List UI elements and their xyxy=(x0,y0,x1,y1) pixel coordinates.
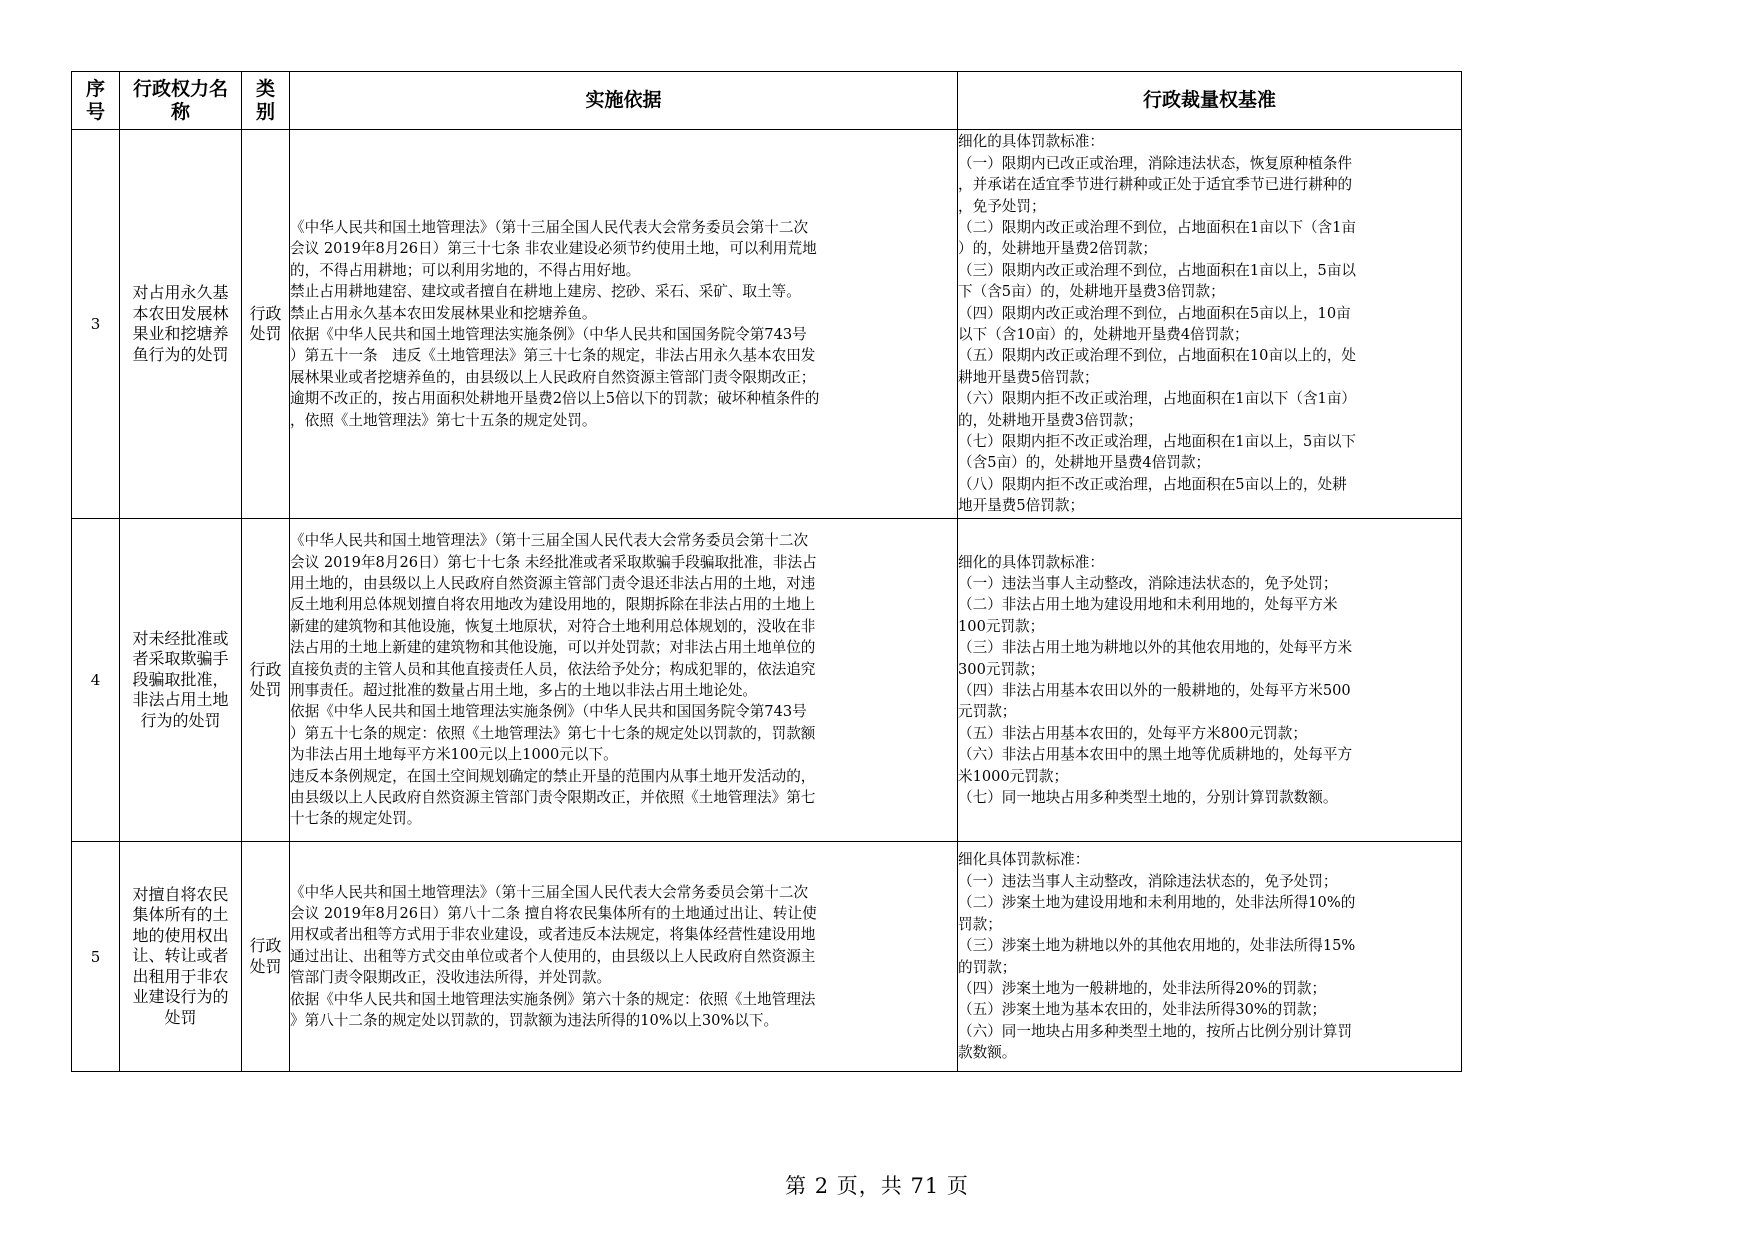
text-line: （三）非法占用土地为耕地以外的其他农用地的，处每平方米 xyxy=(958,639,1353,657)
text-line: 通过出让、出租等方式交由单位或者个人使用的，由县级以上人民政府自然资源主 xyxy=(290,947,816,965)
text-line: 行政 xyxy=(249,303,282,323)
header-type xyxy=(242,72,290,130)
text-line: 为非法占用土地每平方米100元以上1000元以下。 xyxy=(290,746,618,764)
row-category xyxy=(242,519,290,842)
text-line: 行政权力名 xyxy=(132,77,228,100)
text-line: 细化具体罚款标准： xyxy=(958,851,1090,869)
row-category-text xyxy=(242,660,289,701)
text-line: 段骗取批准， xyxy=(132,669,229,689)
text-line: 用土地的，由县级以上人民政府自然资源主管部门责令退还非法占用的土地，对违 xyxy=(290,574,816,592)
text-line: 行政 xyxy=(249,936,282,955)
text-line: ，免予处罚； xyxy=(958,197,1046,215)
row-seq: 5 xyxy=(72,842,120,1072)
row-discretion-standard-text xyxy=(958,131,1461,516)
text-line: 元罚款； xyxy=(958,703,1017,721)
row-discretion-standard-text xyxy=(958,849,1461,1063)
text-line: 直接负责的主管人员和其他直接责任人员，依法给予处分；构成犯罪的，依法追究 xyxy=(290,660,816,678)
text-line: （三）限期内改正或治理不到位，占地面积在1亩以上，5亩以 xyxy=(958,261,1357,279)
row-legal-basis xyxy=(290,842,958,1072)
header-seq-text xyxy=(72,78,119,124)
row-discretion-standard xyxy=(958,130,1462,519)
text-line: 用权或者出租等方式用于非农业建设，或者违反本法规定，将集体经营性建设用地 xyxy=(290,926,816,944)
text-line: 法占用的土地上新建的建筑物和其他设施，可以并处罚款；对非法占用土地单位的 xyxy=(290,639,816,657)
text-line: 以下（含10亩）的，处耕地开垦费4倍罚款； xyxy=(958,326,1249,343)
text-line: 依据《中华人民共和国土地管理法实施条例》（中华人民共和国国务院令第743号 xyxy=(290,326,807,343)
text-line: 集体所有的土 xyxy=(132,905,229,925)
row-power-name xyxy=(120,130,242,519)
regulation-table xyxy=(71,71,1462,1072)
text-line: 下（含5亩）的，处耕地开垦费3倍罚款； xyxy=(958,283,1225,301)
text-line: ，依照《土地管理法》第七十五条的规定处罚。 xyxy=(290,411,597,429)
text-line: 禁止占用耕地建窑、建坟或者擅自在耕地上建房、挖砂、采石、采矿、取土等。 xyxy=(290,283,801,301)
text-line: 罚款； xyxy=(958,915,1002,933)
text-line: 地开垦费5倍罚款； xyxy=(958,497,1085,515)
text-line: 类 xyxy=(255,77,275,100)
text-line: （六）限期内拒不改正或治理，占地面积在1亩以下（含1亩） xyxy=(958,390,1357,408)
text-line: 会议 2019年8月26日）第八十二条 擅自将农民集体所有的土地通过出让、转让使 xyxy=(290,904,817,922)
text-line: 果业和挖塘养 xyxy=(132,324,229,343)
text-line: 耕地开垦费5倍罚款； xyxy=(958,368,1099,386)
text-line: 《中华人民共和国土地管理法》（第十三届全国人民代表大会常务委员会第十二次 xyxy=(290,218,809,236)
text-line: （七）同一地块占用多种类型土地的，分别计算罚款数额。 xyxy=(958,789,1338,807)
text-line: 刑事责任。超过批准的数量占用土地，多占的土地以非法占用土地论处。 xyxy=(290,682,758,699)
text-line: 依据《中华人民共和国土地管理法实施条例》（中华人民共和国国务院令第743号 xyxy=(290,703,807,721)
text-line: （七）限期内拒不改正或治理，占地面积在1亩以上，5亩以下 xyxy=(958,433,1357,451)
text-line: 《中华人民共和国土地管理法》（第十三届全国人民代表大会常务委员会第十二次 xyxy=(290,883,809,901)
text-line: 管部门责令限期改正，没收违法所得，并处罚款。 xyxy=(290,969,612,987)
row-discretion-standard xyxy=(958,519,1462,842)
text-line: 禁止占用永久基本农田发展林果业和挖塘养鱼。 xyxy=(290,304,597,322)
text-line: （六）同一地块占用多种类型土地的，按所占比例分别计算罚 xyxy=(958,1022,1353,1040)
text-line: 行为的处罚 xyxy=(140,710,221,730)
text-line: 让、转让或者 xyxy=(132,946,229,966)
text-line: 号 xyxy=(85,100,105,123)
text-line: （五）涉案土地为基本农田的，处非法所得30%的罚款； xyxy=(958,1001,1327,1019)
row-legal-basis-text xyxy=(290,530,957,830)
text-line: 业建设行为的 xyxy=(132,987,229,1007)
row-power-name-text xyxy=(120,629,241,732)
text-line: 者采取欺骗手 xyxy=(132,649,229,669)
text-line: 300元罚款； xyxy=(958,660,1045,678)
text-line: 违反本条例规定，在国土空间规划确定的禁止开垦的范围内从事土地开发活动的， xyxy=(290,767,816,785)
header-seq xyxy=(72,72,120,130)
row-seq: 3 xyxy=(72,130,120,519)
header-basis: 实施依据 xyxy=(290,72,958,130)
text-line: （四）限期内改正或治理不到位，占地面积在5亩以上，10亩 xyxy=(958,304,1351,322)
text-line: 会议 2019年8月26日）第三十七条 非农业建设必须节约使用土地，可以利用荒地 xyxy=(290,240,817,258)
row-power-name xyxy=(120,519,242,842)
text-line: ）的，处耕地开垦费2倍罚款； xyxy=(958,240,1158,258)
row-category-text xyxy=(242,304,289,345)
text-line: 的罚款； xyxy=(958,958,1017,976)
text-line: 行政 xyxy=(249,659,282,679)
text-line: 非法占用土地 xyxy=(132,690,229,710)
row-category-text xyxy=(242,936,289,977)
text-line: ）第五十七条的规定：依照《土地管理法》第七十七条的规定处以罚款的，罚款额 xyxy=(290,724,816,742)
row-power-name-text xyxy=(120,885,241,1029)
header-type-text xyxy=(242,78,289,124)
row-power-name-text xyxy=(120,283,241,365)
text-line: 会议 2019年8月26日）第七十七条 未经批准或者采取欺骗手段骗取批准，非法占 xyxy=(290,553,817,571)
text-line: 处罚 xyxy=(249,956,282,976)
row-seq: 4 xyxy=(72,519,120,842)
page-footer: 第 2 页，共 71 页 xyxy=(785,1174,969,1198)
header-name xyxy=(120,72,242,130)
text-line: 出租用于非农 xyxy=(132,966,229,986)
text-line: 的，处耕地开垦费3倍罚款； xyxy=(958,411,1143,429)
text-line: 处罚 xyxy=(249,680,282,699)
text-line: （四）非法占用基本农田以外的一般耕地的，处每平方米500 xyxy=(958,682,1351,699)
table-row xyxy=(72,519,1462,842)
text-line: 》第八十二条的规定处以罚款的，罚款额为违法所得的10%以上30%以下。 xyxy=(290,1012,779,1030)
row-category xyxy=(242,130,290,519)
row-legal-basis-text xyxy=(290,882,957,1032)
text-line: 处罚 xyxy=(249,324,282,343)
text-line: 别 xyxy=(255,100,275,123)
text-line: 由县级以上人民政府自然资源主管部门责令限期改正，并依照《土地管理法》第七 xyxy=(290,789,816,807)
text-line: 本农田发展林 xyxy=(132,303,229,323)
text-line: 款数额。 xyxy=(958,1044,1017,1062)
row-discretion-standard-text xyxy=(958,552,1461,809)
text-line: 称 xyxy=(170,100,190,123)
header-standard: 行政裁量权基准 xyxy=(958,72,1462,130)
text-line: （五）限期内改正或治理不到位，占地面积在10亩以上的，处 xyxy=(958,347,1357,365)
text-line: 《中华人民共和国土地管理法》（第十三届全国人民代表大会常务委员会第十二次 xyxy=(290,532,809,550)
text-line: 反土地利用总体规划擅自将农用地改为建设用地的，限期拆除在非法占用的土地上 xyxy=(290,596,816,614)
text-line: 对占用永久基 xyxy=(132,283,229,302)
text-line: 展林果业或者挖塘养鱼的，由县级以上人民政府自然资源主管部门责令限期改正； xyxy=(290,368,816,386)
text-line: （含5亩）的，处耕地开垦费4倍罚款； xyxy=(958,454,1211,472)
text-line: （八）限期内拒不改正或治理，占地面积在5亩以上的，处耕 xyxy=(958,475,1347,493)
row-category xyxy=(242,842,290,1072)
text-line: （一）违法当事人主动整改，消除违法状态的，免予处罚； xyxy=(958,574,1338,592)
text-line: （二）限期内改正或治理不到位，占地面积在1亩以下（含1亩 xyxy=(958,218,1357,236)
header-row xyxy=(72,72,1462,130)
text-line: （一）违法当事人主动整改，消除违法状态的，免予处罚； xyxy=(958,872,1338,890)
text-line: （五）非法占用基本农田的，处每平方米800元罚款； xyxy=(958,724,1307,742)
row-legal-basis xyxy=(290,519,958,842)
text-line: 细化的具体罚款标准： xyxy=(958,133,1104,151)
table-row xyxy=(72,842,1462,1072)
text-line: 新建的建筑物和其他设施，恢复土地原状，对符合土地利用总体规划的，没收在非 xyxy=(290,617,816,635)
text-line: （三）涉案土地为耕地以外的其他农用地的，处非法所得15% xyxy=(958,937,1356,955)
text-line: 序 xyxy=(85,77,105,100)
text-line: 对未经批准或 xyxy=(132,628,229,648)
text-line: 处罚 xyxy=(164,1007,197,1027)
row-legal-basis-text xyxy=(290,217,957,431)
row-discretion-standard xyxy=(958,842,1462,1072)
text-line: ，并承诺在适宜季节进行耕种或正处于适宜季节已进行耕种的 xyxy=(958,176,1353,194)
text-line: ）第五十一条 违反《土地管理法》第三十七条的规定，非法占用永久基本农田发 xyxy=(290,347,816,365)
row-power-name xyxy=(120,842,242,1072)
text-line: （六）非法占用基本农田中的黑土地等优质耕地的，处每平方 xyxy=(958,746,1353,764)
header-name-text xyxy=(120,78,241,124)
text-line: （一）限期内已改正或治理，消除违法状态，恢复原种植条件 xyxy=(958,154,1353,172)
text-line: （四）涉案土地为一般耕地的，处非法所得20%的罚款； xyxy=(958,979,1327,997)
text-line: 鱼行为的处罚 xyxy=(132,344,229,364)
text-line: 对擅自将农民 xyxy=(132,884,229,904)
text-line: 细化的具体罚款标准： xyxy=(958,553,1104,571)
table-row xyxy=(72,130,1462,519)
text-line: 逾期不改正的，按占用面积处耕地开垦费2倍以上5倍以下的罚款；破坏种植条件的 xyxy=(290,390,820,408)
text-line: 依据《中华人民共和国土地管理法实施条例》第六十条的规定：依照《土地管理法 xyxy=(290,990,816,1008)
text-line: （二）非法占用土地为建设用地和未利用地的，处每平方米 xyxy=(958,596,1338,614)
row-legal-basis xyxy=(290,130,958,519)
text-line: 十七条的规定处罚。 xyxy=(290,810,422,828)
text-line: 地的使用权出 xyxy=(132,925,229,945)
text-line: 100元罚款； xyxy=(958,617,1045,635)
text-line: （二）涉案土地为建设用地和未利用地的，处非法所得10%的 xyxy=(958,894,1356,912)
text-line: 的，不得占用耕地；可以利用劣地的，不得占用好地。 xyxy=(290,261,641,279)
text-line: 米1000元罚款； xyxy=(958,767,1069,785)
